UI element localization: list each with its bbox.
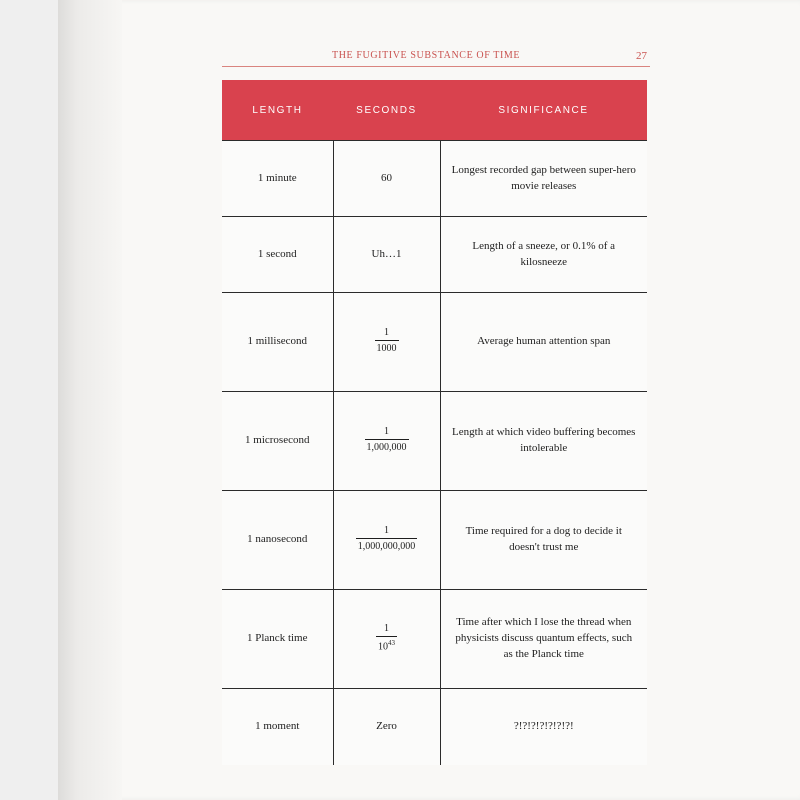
fraction bbox=[376, 623, 397, 652]
cell-significance: Longest recorded gap between super-hero movie releases bbox=[440, 141, 647, 217]
time-lengths-table bbox=[222, 80, 647, 765]
fraction bbox=[356, 525, 418, 552]
cell-seconds bbox=[333, 293, 440, 392]
cell-length: 1 Planck time bbox=[222, 590, 333, 689]
cell-length: 1 microsecond bbox=[222, 392, 333, 491]
cell-significance: ?!?!?!?!?!?!?! bbox=[440, 689, 647, 765]
exponent-power: 43 bbox=[388, 638, 395, 647]
running-head bbox=[222, 50, 650, 67]
fraction-denominator: 1,000,000,000 bbox=[357, 540, 416, 552]
table-row bbox=[222, 590, 647, 689]
cell-seconds: 60 bbox=[333, 141, 440, 217]
fraction-denominator bbox=[376, 637, 397, 653]
cell-significance: Time required for a dog to decide it doesn't trust me bbox=[440, 491, 647, 590]
cell-significance: Average human attention span bbox=[440, 293, 647, 392]
table-header-row bbox=[222, 80, 647, 141]
fraction-denominator: 1,000,000 bbox=[366, 441, 407, 453]
table-row bbox=[222, 293, 647, 392]
header-significance: SIGNIFICANCE bbox=[440, 80, 647, 141]
cell-length: 1 millisecond bbox=[222, 293, 333, 392]
cell-seconds: Uh…1 bbox=[333, 217, 440, 293]
page-number: 27 bbox=[636, 50, 647, 62]
table-row bbox=[222, 689, 647, 765]
fraction bbox=[365, 426, 409, 453]
table-row bbox=[222, 141, 647, 217]
cell-seconds bbox=[333, 491, 440, 590]
header-length: LENGTH bbox=[222, 80, 333, 141]
cell-significance: Length at which video buffering becomes intolerable bbox=[440, 392, 647, 491]
cell-significance: Time after which I lose the thread when physicists discuss quantum effects, such as the Planck time bbox=[440, 590, 647, 689]
exponent-base: 10 bbox=[378, 640, 388, 652]
table-row bbox=[222, 491, 647, 590]
page-gutter bbox=[58, 0, 122, 800]
table-row bbox=[222, 217, 647, 293]
cell-length: 1 nanosecond bbox=[222, 491, 333, 590]
cell-length: 1 minute bbox=[222, 141, 333, 217]
table-row bbox=[222, 392, 647, 491]
fraction-numerator: 1 bbox=[365, 426, 409, 440]
fraction-numerator: 1 bbox=[376, 623, 397, 637]
fraction-numerator: 1 bbox=[375, 327, 399, 341]
cell-seconds bbox=[333, 392, 440, 491]
header-seconds: SECONDS bbox=[333, 80, 440, 141]
cell-significance: Length of a sneeze, or 0.1% of a kilosneeze bbox=[440, 217, 647, 293]
cell-seconds bbox=[333, 590, 440, 689]
fraction-numerator: 1 bbox=[356, 525, 418, 539]
cell-seconds: Zero bbox=[333, 689, 440, 765]
running-head-title: THE FUGITIVE SUBSTANCE OF TIME bbox=[332, 50, 521, 61]
cell-length: 1 moment bbox=[222, 689, 333, 765]
cell-length: 1 second bbox=[222, 217, 333, 293]
fraction-denominator: 1000 bbox=[376, 342, 397, 354]
fraction bbox=[375, 327, 399, 354]
